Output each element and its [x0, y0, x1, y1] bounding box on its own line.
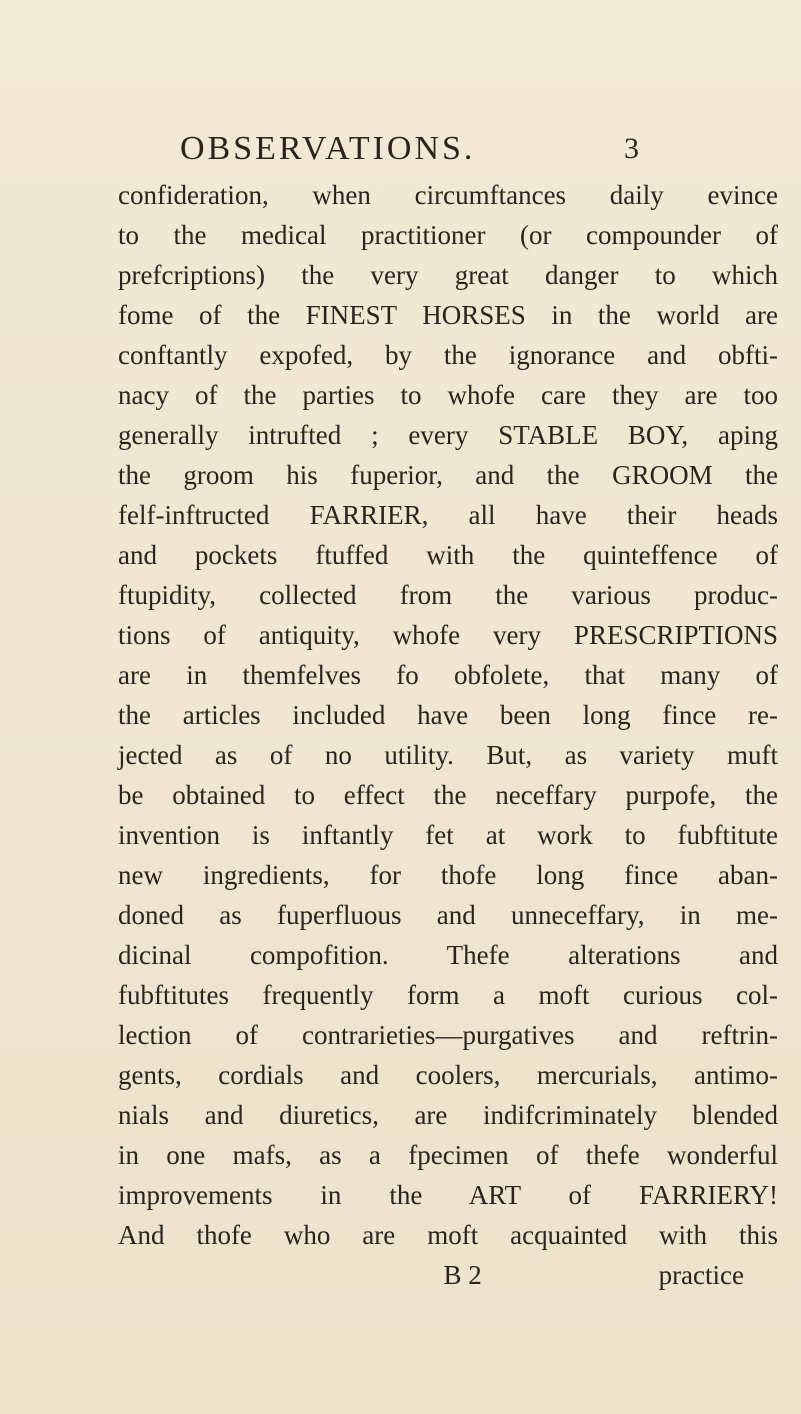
text-line: new ingredients, for thofe long fince aban-	[118, 860, 778, 890]
page-number: 3	[624, 132, 642, 165]
text-line: the groom his fuperior, and the GROOM the	[118, 460, 778, 490]
text-line: to the medical practitioner (or compounder of	[118, 220, 778, 250]
footer-line	[118, 1255, 778, 1295]
running-head-title: OBSERVATIONS.	[180, 130, 476, 167]
text-line: improvements in the ART of FARRIERY!	[118, 1180, 778, 1210]
text-line: in one mafs, as a fpecimen of thefe wonderful	[118, 1140, 778, 1170]
text-line: ftupidity, collected from the various produc-	[118, 580, 778, 610]
text-line: jected as of no utility. But, as variety muft	[118, 740, 778, 770]
text-line: fubftitutes frequently form a moft curious col-	[118, 980, 778, 1010]
text-line: be obtained to effect the neceffary purpofe, the	[118, 780, 778, 810]
text-line: the articles included have been long fince re-	[118, 700, 778, 730]
text-line: And thofe who are moft acquainted with this	[118, 1220, 778, 1250]
text-line: doned as fuperfluous and unneceffary, in me-	[118, 900, 778, 930]
text-line: nacy of the parties to whofe care they are too	[118, 380, 778, 410]
text-line: confideration, when circumftances daily evince	[118, 180, 778, 210]
text-line: conftantly expofed, by the ignorance and obfti-	[118, 340, 778, 370]
signature-mark: B 2	[443, 1260, 482, 1290]
text-line: dicinal compofition. Thefe alterations and	[118, 940, 778, 970]
text-line: fome of the FINEST HORSES in the world are	[118, 300, 778, 330]
text-line: are in themfelves fo obfolete, that many of	[118, 660, 778, 690]
text-line: prefcriptions) the very great danger to which	[118, 260, 778, 290]
body-text	[118, 175, 778, 1295]
text-line: invention is inftantly fet at work to fubftitute	[118, 820, 778, 850]
text-line: and pockets ftuffed with the quinteffence of	[118, 540, 778, 570]
text-line: generally intrufted ; every STABLE BOY, aping	[118, 420, 778, 450]
text-line: tions of antiquity, whofe very PRESCRIPTIONS	[118, 620, 778, 650]
text-line: lection of contrarieties—purgatives and reftrin-	[118, 1020, 778, 1050]
text-line: felf-inftructed FARRIER, all have their heads	[118, 500, 778, 530]
running-header	[180, 130, 640, 168]
catchword: practice	[658, 1260, 744, 1290]
text-line: gents, cordials and coolers, mercurials, antimo-	[118, 1060, 778, 1090]
text-line: nials and diuretics, are indifcriminately blended	[118, 1100, 778, 1130]
